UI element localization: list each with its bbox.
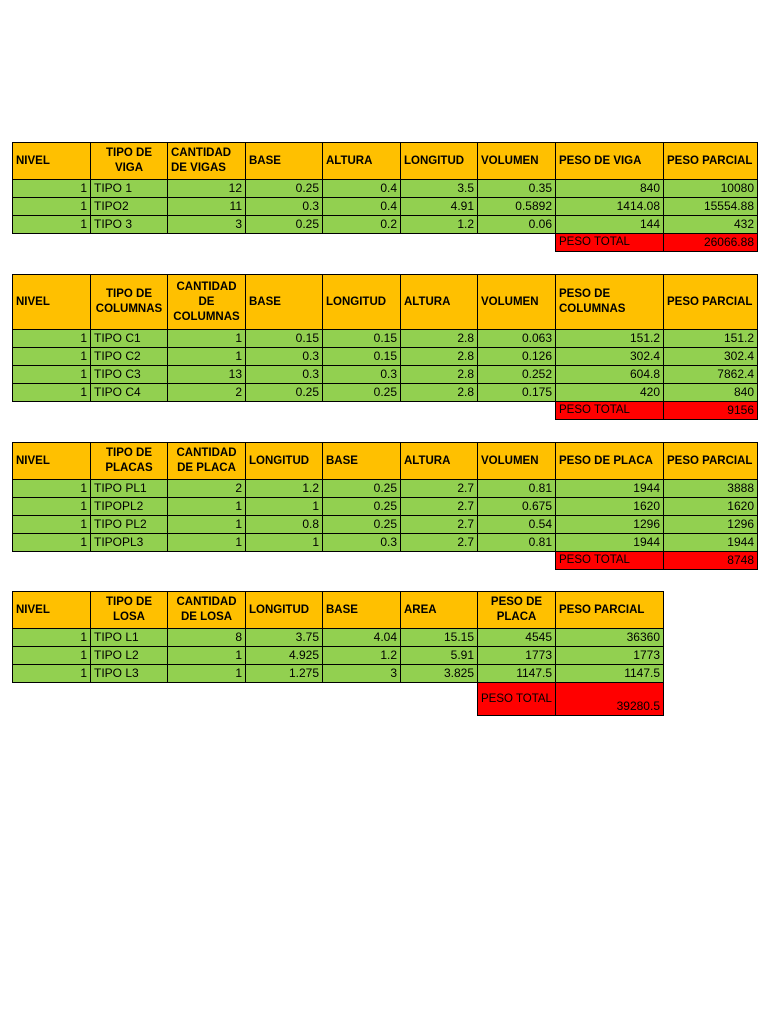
cell: 1.275 xyxy=(246,665,323,683)
header-cell: VOLUMEN xyxy=(478,443,556,480)
vigas-header-row xyxy=(13,143,758,180)
cell: 1 xyxy=(13,480,91,498)
cell: 302.4 xyxy=(664,348,758,366)
cell: 3 xyxy=(323,665,401,683)
cell: 432 xyxy=(664,216,758,234)
header-cell: TIPO DE VIGA xyxy=(91,143,168,180)
table-row xyxy=(13,629,664,647)
cell: 1 xyxy=(13,647,91,665)
header-cell: NIVEL xyxy=(13,143,91,180)
losa-table xyxy=(12,591,664,716)
cell: TIPO L3 xyxy=(91,665,168,683)
cell: 144 xyxy=(556,216,664,234)
header-cell: LONGITUD xyxy=(401,143,478,180)
header-cell: PESO PARCIAL xyxy=(664,275,758,330)
cell: 1944 xyxy=(556,480,664,498)
cell: 1 xyxy=(168,348,246,366)
cell: 1 xyxy=(246,534,323,552)
cell: 840 xyxy=(556,180,664,198)
total-label: PESO TOTAL xyxy=(478,683,556,716)
header-cell: NIVEL xyxy=(13,443,91,480)
header-cell: ALTURA xyxy=(401,443,478,480)
header-cell: LONGITUD xyxy=(323,275,401,330)
cell: TIPO PL1 xyxy=(91,480,168,498)
cell: 1 xyxy=(13,198,91,216)
cell: 1296 xyxy=(664,516,758,534)
total-value: 9156 xyxy=(664,402,758,420)
table-row xyxy=(13,534,758,552)
cell: 0.4 xyxy=(323,180,401,198)
cell: 0.25 xyxy=(246,180,323,198)
table-row xyxy=(13,498,758,516)
cell: 0.175 xyxy=(478,384,556,402)
cell: TIPO C2 xyxy=(91,348,168,366)
cell: 15554.88 xyxy=(664,198,758,216)
total-label: PESO TOTAL xyxy=(556,402,664,420)
cell: 1.2 xyxy=(401,216,478,234)
header-cell: AREA xyxy=(401,592,478,629)
header-cell: NIVEL xyxy=(13,275,91,330)
cell: 1 xyxy=(13,384,91,402)
header-cell: TIPO DE LOSA xyxy=(91,592,168,629)
vigas-table xyxy=(12,142,758,252)
cell: 1296 xyxy=(556,516,664,534)
cell: 0.8 xyxy=(246,516,323,534)
cell: 0.3 xyxy=(323,534,401,552)
cell: 0.25 xyxy=(323,516,401,534)
cell: TIPO L2 xyxy=(91,647,168,665)
header-cell: TIPO DE PLACAS xyxy=(91,443,168,480)
cell: 1944 xyxy=(664,534,758,552)
columnas-header-row xyxy=(13,275,758,330)
total-row xyxy=(13,552,758,570)
cell: 2.7 xyxy=(401,480,478,498)
cell: TIPO L1 xyxy=(91,629,168,647)
cell: 2.7 xyxy=(401,498,478,516)
total-row xyxy=(13,234,758,252)
cell: 1 xyxy=(13,498,91,516)
cell: TIPOPL2 xyxy=(91,498,168,516)
cell: 2 xyxy=(168,384,246,402)
total-value: 8748 xyxy=(664,552,758,570)
cell: 1414.08 xyxy=(556,198,664,216)
header-cell: NIVEL xyxy=(13,592,91,629)
cell: 302.4 xyxy=(556,348,664,366)
cell: 4.04 xyxy=(323,629,401,647)
cell: 1147.5 xyxy=(478,665,556,683)
cell: 2.7 xyxy=(401,516,478,534)
cell: 420 xyxy=(556,384,664,402)
cell: 0.15 xyxy=(323,330,401,348)
cell: 2.8 xyxy=(401,330,478,348)
cell: 0.81 xyxy=(478,480,556,498)
table-row xyxy=(13,647,664,665)
table-row xyxy=(13,384,758,402)
cell: 1.2 xyxy=(323,647,401,665)
cell: 3 xyxy=(168,216,246,234)
total-row xyxy=(13,683,664,716)
cell: 4.925 xyxy=(246,647,323,665)
cell: 10080 xyxy=(664,180,758,198)
cell: 0.3 xyxy=(246,348,323,366)
header-cell: PESO PARCIAL xyxy=(664,443,758,480)
header-cell: VOLUMEN xyxy=(478,275,556,330)
cell: 11 xyxy=(168,198,246,216)
cell: 7862.4 xyxy=(664,366,758,384)
cell: 1 xyxy=(168,647,246,665)
cell: TIPO C1 xyxy=(91,330,168,348)
table-row xyxy=(13,366,758,384)
cell: 2.8 xyxy=(401,366,478,384)
cell: 0.252 xyxy=(478,366,556,384)
header-cell: PESO DE COLUMNAS xyxy=(556,275,664,330)
cell: 1 xyxy=(168,534,246,552)
cell: 1773 xyxy=(478,647,556,665)
cell: 1 xyxy=(13,366,91,384)
header-cell: LONGITUD xyxy=(246,592,323,629)
cell: 8 xyxy=(168,629,246,647)
cell: 604.8 xyxy=(556,366,664,384)
cell: 2.8 xyxy=(401,348,478,366)
cell: 0.675 xyxy=(478,498,556,516)
cell: 1 xyxy=(168,516,246,534)
cell: 2.7 xyxy=(401,534,478,552)
cell: 0.126 xyxy=(478,348,556,366)
cell: TIPO2 xyxy=(91,198,168,216)
cell: 0.25 xyxy=(246,384,323,402)
cell: 1 xyxy=(13,665,91,683)
header-cell: PESO PARCIAL xyxy=(556,592,664,629)
cell: 0.3 xyxy=(323,366,401,384)
placas-table xyxy=(12,442,758,570)
header-cell: BASE xyxy=(323,592,401,629)
cell: 1 xyxy=(13,216,91,234)
header-cell: CANTIDAD DE PLACA xyxy=(168,443,246,480)
cell: 151.2 xyxy=(664,330,758,348)
header-cell: BASE xyxy=(246,143,323,180)
cell: 1147.5 xyxy=(556,665,664,683)
cell: 1 xyxy=(13,348,91,366)
cell: 0.35 xyxy=(478,180,556,198)
table-row xyxy=(13,330,758,348)
cell: TIPOPL3 xyxy=(91,534,168,552)
cell: TIPO C3 xyxy=(91,366,168,384)
header-cell: CANTIDAD DE VIGAS xyxy=(168,143,246,180)
cell: 1 xyxy=(168,498,246,516)
header-cell: CANTIDAD DE COLUMNAS xyxy=(168,275,246,330)
cell: 36360 xyxy=(556,629,664,647)
table-row xyxy=(13,348,758,366)
cell: 0.15 xyxy=(323,348,401,366)
cell: 0.5892 xyxy=(478,198,556,216)
cell: 1620 xyxy=(664,498,758,516)
cell: 13 xyxy=(168,366,246,384)
cell: 1 xyxy=(13,516,91,534)
cell: 3888 xyxy=(664,480,758,498)
cell: TIPO C4 xyxy=(91,384,168,402)
columnas-table xyxy=(12,274,758,420)
header-cell: BASE xyxy=(246,275,323,330)
cell: 1 xyxy=(168,330,246,348)
header-cell: PESO PARCIAL xyxy=(664,143,758,180)
table-row xyxy=(13,516,758,534)
cell: 2 xyxy=(168,480,246,498)
header-cell: BASE xyxy=(323,443,401,480)
cell: 1 xyxy=(168,665,246,683)
table-row xyxy=(13,480,758,498)
total-label: PESO TOTAL xyxy=(556,234,664,252)
header-cell: TIPO DE COLUMNAS xyxy=(91,275,168,330)
cell: 0.81 xyxy=(478,534,556,552)
cell: 1773 xyxy=(556,647,664,665)
cell: 3.5 xyxy=(401,180,478,198)
cell: 4545 xyxy=(478,629,556,647)
total-value: 39280.5 xyxy=(556,683,664,716)
cell: 0.25 xyxy=(246,216,323,234)
cell: 151.2 xyxy=(556,330,664,348)
total-value: 26066.88 xyxy=(664,234,758,252)
header-cell: VOLUMEN xyxy=(478,143,556,180)
cell: 0.2 xyxy=(323,216,401,234)
cell: 3.75 xyxy=(246,629,323,647)
losa-header-row xyxy=(13,592,664,629)
cell: 0.3 xyxy=(246,198,323,216)
cell: TIPO 3 xyxy=(91,216,168,234)
cell: 0.06 xyxy=(478,216,556,234)
cell: 1620 xyxy=(556,498,664,516)
total-row xyxy=(13,402,758,420)
cell: 0.25 xyxy=(323,384,401,402)
placas-header-row xyxy=(13,443,758,480)
cell: 0.4 xyxy=(323,198,401,216)
header-cell: PESO DE VIGA xyxy=(556,143,664,180)
cell: 1 xyxy=(13,330,91,348)
table-row xyxy=(13,216,758,234)
cell: 1 xyxy=(13,534,91,552)
header-cell: CANTIDAD DE LOSA xyxy=(168,592,246,629)
cell: 0.54 xyxy=(478,516,556,534)
cell: 12 xyxy=(168,180,246,198)
cell: 0.063 xyxy=(478,330,556,348)
table-row xyxy=(13,180,758,198)
cell: 840 xyxy=(664,384,758,402)
cell: 0.15 xyxy=(246,330,323,348)
cell: 1 xyxy=(13,180,91,198)
cell: 15.15 xyxy=(401,629,478,647)
header-cell: LONGITUD xyxy=(246,443,323,480)
cell: 4.91 xyxy=(401,198,478,216)
cell: TIPO 1 xyxy=(91,180,168,198)
cell: 5.91 xyxy=(401,647,478,665)
header-cell: PESO DE PLACA xyxy=(478,592,556,629)
total-label: PESO TOTAL xyxy=(556,552,664,570)
header-cell: PESO DE PLACA xyxy=(556,443,664,480)
header-cell: ALTURA xyxy=(323,143,401,180)
cell: 1 xyxy=(13,629,91,647)
cell: 0.25 xyxy=(323,480,401,498)
cell: 0.25 xyxy=(323,498,401,516)
cell: 1.2 xyxy=(246,480,323,498)
cell: 1 xyxy=(246,498,323,516)
table-row xyxy=(13,198,758,216)
table-row xyxy=(13,665,664,683)
cell: 3.825 xyxy=(401,665,478,683)
cell: 2.8 xyxy=(401,384,478,402)
header-cell: ALTURA xyxy=(401,275,478,330)
cell: TIPO PL2 xyxy=(91,516,168,534)
cell: 1944 xyxy=(556,534,664,552)
cell: 0.3 xyxy=(246,366,323,384)
